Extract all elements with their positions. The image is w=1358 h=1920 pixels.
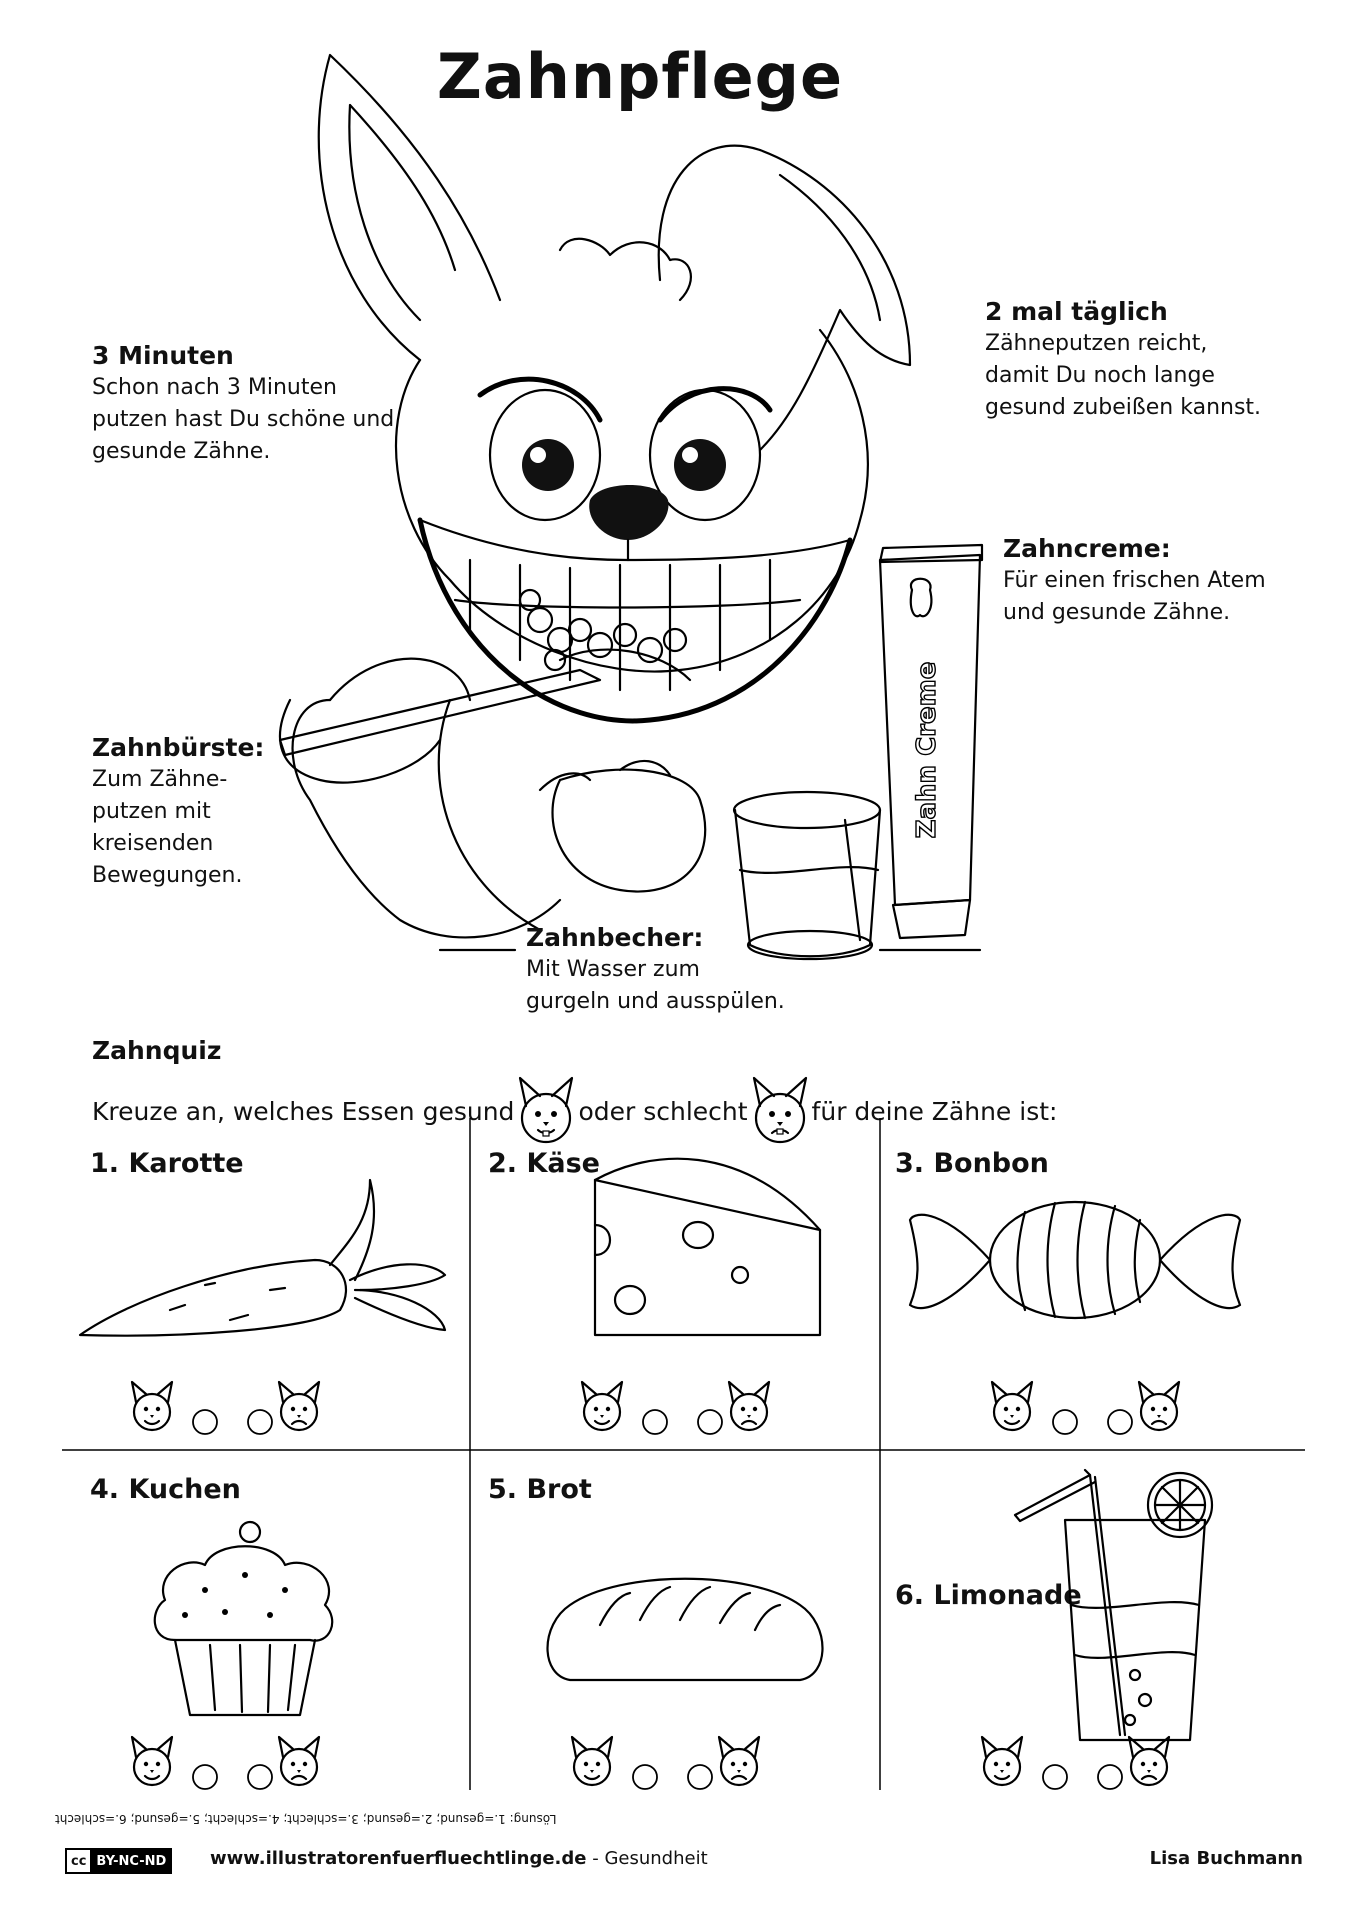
solution-text: Lösung: 1.=gesund; 2.=gesund; 3.=schlecht; 4.=schlecht; 5.=gesund; 6.=schlecht bbox=[55, 1812, 557, 1826]
note-toothbrush-text: Zum Zähne- putzen mit kreisenden Bewegungen. bbox=[92, 767, 243, 888]
website-link[interactable]: www.illustratorenfuerfluechtlinge.de bbox=[210, 1848, 587, 1869]
quiz-item-label-3: 3. Bonbon bbox=[895, 1148, 1049, 1179]
quiz-item-label-5: 5. Brot bbox=[488, 1474, 592, 1505]
tube-label: Zahn Creme bbox=[912, 661, 942, 839]
quiz-item-label-4: 4. Kuchen bbox=[90, 1474, 241, 1505]
quiz-item-label-2: 2. Käse bbox=[488, 1148, 600, 1179]
note-toothpaste-text: Für einen frischen Atem und gesunde Zähne. bbox=[1003, 568, 1266, 625]
license-cc: cc bbox=[67, 1850, 92, 1872]
footer-category: Gesundheit bbox=[604, 1848, 708, 1869]
carrot-icon bbox=[70, 1180, 450, 1340]
note-cup-heading: Zahnbecher: bbox=[526, 923, 704, 952]
footer-separator: - bbox=[586, 1848, 605, 1869]
footer-source bbox=[210, 1848, 708, 1869]
quiz-heading: Zahnquiz bbox=[92, 1036, 222, 1065]
note-toothbrush-heading: Zahnbürste: bbox=[92, 733, 265, 762]
footer-author: Lisa Buchmann bbox=[1149, 1848, 1303, 1869]
note-cup-text: Mit Wasser zum gurgeln und ausspülen. bbox=[526, 957, 785, 1014]
license-badge bbox=[65, 1848, 172, 1874]
note-minutes-heading: 3 Minuten bbox=[92, 341, 234, 370]
cheese-icon bbox=[590, 1140, 830, 1340]
quiz-instruction-part1: Kreuze an, welches Essen gesund bbox=[92, 1096, 515, 1126]
lemonade-icon bbox=[1005, 1455, 1255, 1755]
cupcake-icon bbox=[145, 1520, 345, 1720]
license-type: BY-NC-ND bbox=[92, 1850, 170, 1872]
page-title: Zahnpflege bbox=[436, 40, 844, 113]
quiz-item-label-1: 1. Karotte bbox=[90, 1148, 244, 1179]
quiz-instruction-part3: für deine Zähne ist: bbox=[811, 1096, 1058, 1126]
note-daily-text: Zähneputzen reicht, damit Du noch lange gesund zubeißen kannst. bbox=[985, 331, 1262, 420]
bread-icon bbox=[540, 1565, 830, 1685]
candy-icon bbox=[905, 1190, 1245, 1330]
note-daily-heading: 2 mal täglich bbox=[985, 297, 1168, 326]
quiz-item-label-6: 6. Limonade bbox=[895, 1580, 1082, 1611]
note-toothpaste-heading: Zahncreme: bbox=[1003, 534, 1171, 563]
quiz-instruction-part2: oder schlecht bbox=[578, 1096, 748, 1126]
note-minutes-text: Schon nach 3 Minuten putzen hast Du schöne und gesunde Zähne. bbox=[92, 375, 395, 464]
